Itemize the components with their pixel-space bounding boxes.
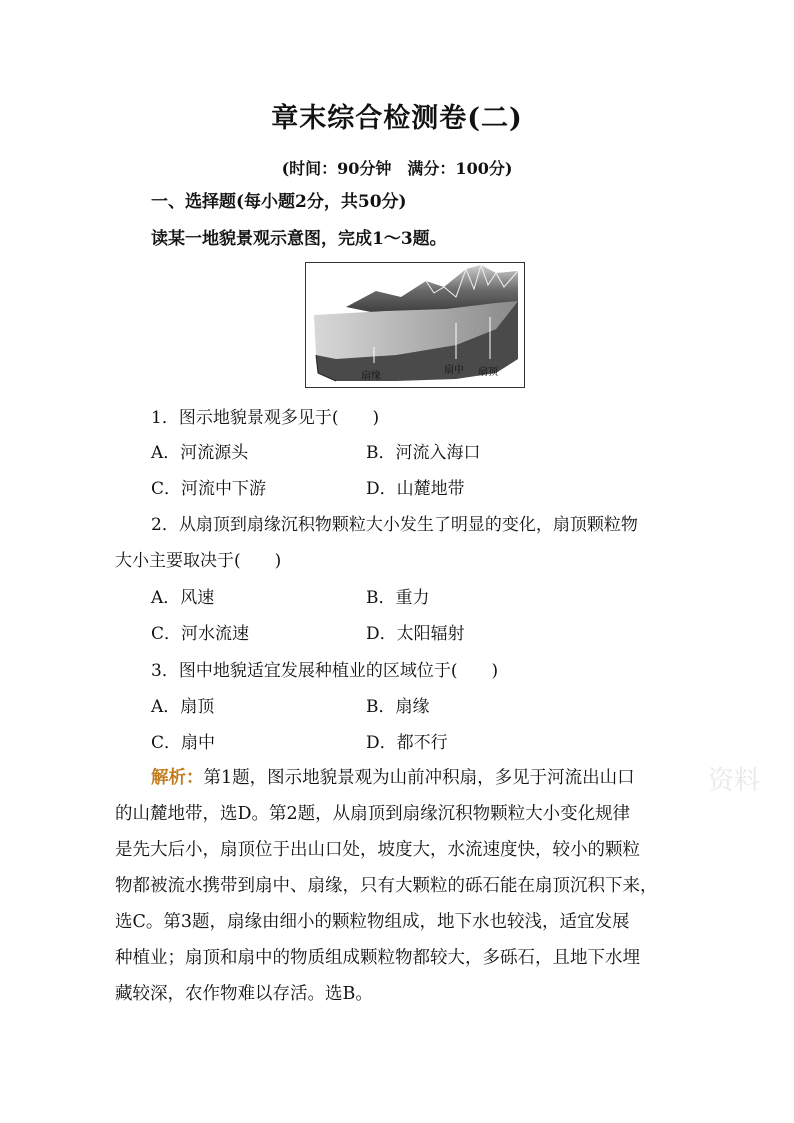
q2-option-b: B．重力 (366, 588, 430, 608)
q2-option-a: A．风速 (151, 588, 215, 608)
fan-middle-label: 扇中 (444, 365, 464, 376)
analysis-line-1 (151, 760, 635, 796)
fan-edge-label: 扇缘 (361, 371, 381, 382)
analysis-line-7: 藏较深，农作物难以存活。选B。 (115, 984, 373, 1004)
question-1: 1．图示地貌景观多见于( ) (151, 408, 380, 428)
question-3: 3．图中地貌适宜发展种植业的区域位于( ) (151, 661, 499, 681)
analysis-line-3: 是先大后小，扇顶位于出山口处，坡度大，水流速度快，较小的颗粒 (115, 840, 640, 860)
landform-figure (305, 262, 525, 388)
page-title: 章末综合检测卷(二) (271, 103, 523, 134)
q1-option-c: C．河流中下游 (151, 479, 267, 499)
q3-option-d: D．都不行 (366, 733, 448, 753)
q1-option-b: B．河流入海口 (366, 443, 481, 463)
analysis-line-5: 选C。第3题，扇缘由细小的颗粒物组成，地下水也较浅，适宜发展 (115, 912, 630, 932)
analysis-line-4: 物都被流水携带到扇中、扇缘，只有大颗粒的砾石能在扇顶沉积下来， (115, 876, 658, 896)
question-intro: 读某一地貌景观示意图，完成1～3题。 (151, 229, 447, 249)
analysis-text-1: 第1题，图示地貌景观为山前冲积扇，多见于河流出山口 (203, 768, 635, 788)
analysis-line-6: 种植业；扇顶和扇中的物质组成颗粒物都较大，多砾石，且地下水埋 (115, 948, 640, 968)
analysis-label: 解析： (151, 768, 204, 788)
question-2-line2: 大小主要取决于( ) (115, 551, 282, 571)
q1-option-a: A．河流源头 (151, 443, 249, 463)
q3-option-b: B．扇缘 (366, 697, 430, 717)
section-heading: 一、选择题(每小题2分，共50分) (151, 192, 407, 212)
question-2-line1: 2．从扇顶到扇缘沉积物颗粒大小发生了明显的变化，扇顶颗粒物 (151, 515, 638, 535)
fan-top-label: 扇顶 (478, 367, 498, 378)
analysis-line-2: 的山麓地带，选D。第2题，从扇顶到扇缘沉积物颗粒大小变化规律 (115, 804, 631, 824)
q3-option-a: A．扇顶 (151, 697, 215, 717)
q1-option-d: D．山麓地带 (366, 479, 465, 499)
q2-option-c: C．河水流速 (151, 624, 250, 644)
q2-option-d: D．太阳辐射 (366, 624, 465, 644)
exam-info: (时间：90分钟 满分：100分) (281, 159, 513, 178)
q3-option-c: C．扇中 (151, 733, 216, 753)
watermark: 资料 (708, 766, 761, 796)
